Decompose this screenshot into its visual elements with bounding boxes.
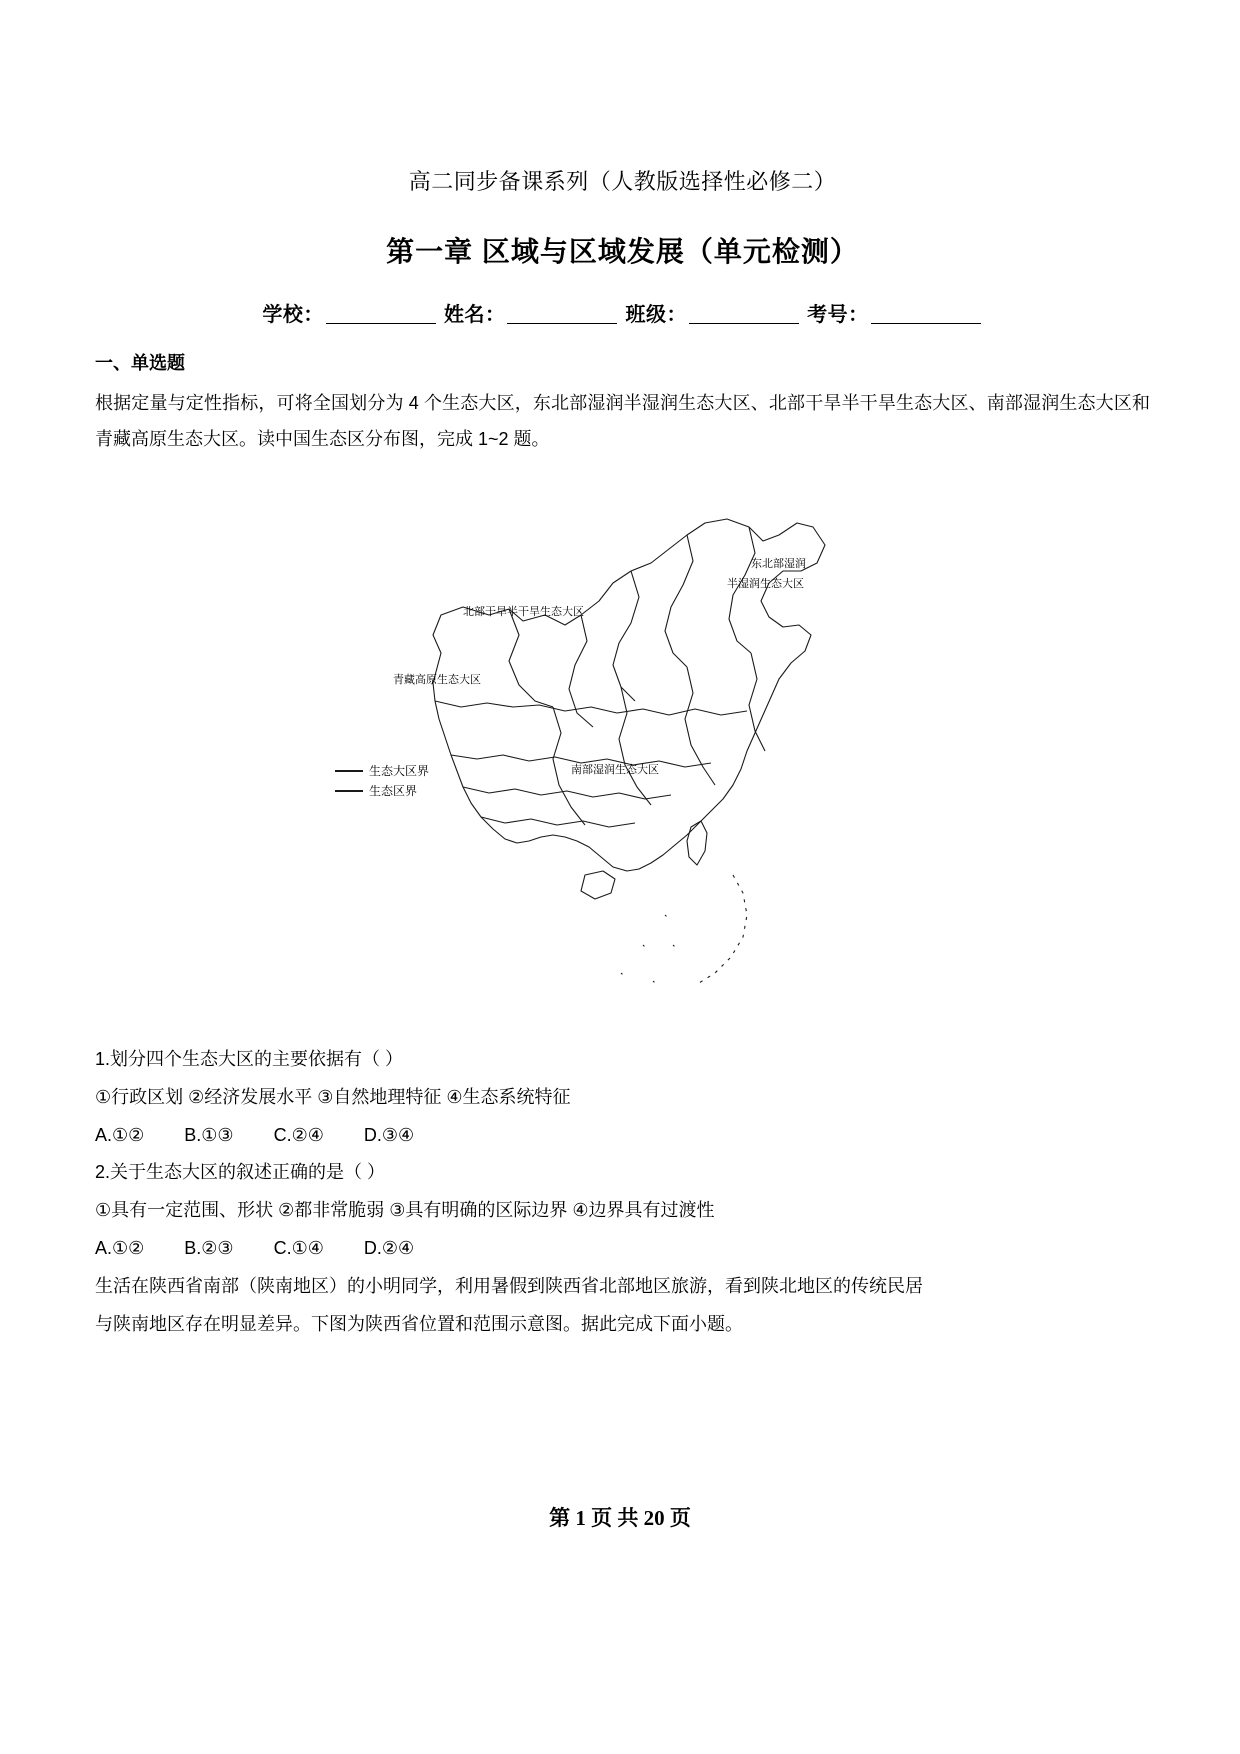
page-title: 第一章 区域与区域发展（单元检测） [386,236,859,267]
map-legend [335,763,429,798]
name-label: 姓名： [443,304,506,326]
school-blank[interactable] [326,303,436,324]
china-eco-region-map [313,475,933,1015]
class-blank[interactable] [689,303,799,324]
name-blank[interactable] [507,303,617,324]
map-label-northeast-2: 半湿润生态大区 [726,578,804,590]
map-figure [95,475,1150,1015]
legend-item-eco-major-boundary: 生态大区界 [368,764,429,778]
student-info-line [95,298,1150,327]
school-label: 学校： [262,304,324,326]
question-1-options[interactable]: A.①② B.①③ C.②④ D.③④ [95,1124,415,1145]
page-footer: 第 1 页 共 20 页 [549,1506,691,1530]
map-label-northeast-1: 东北部湿润 [750,558,806,570]
closing-paragraph-line-2: 与陕南地区存在明显差异。下图为陕西省位置和范围示意图。据此完成下面小题。 [95,1313,743,1334]
exam-no-label: 考号： [807,304,869,326]
legend-item-eco-boundary: 生态区界 [368,784,417,798]
map-label-north-arid: 北部干旱半干旱生态大区 [462,606,584,618]
page-content [95,165,1150,1343]
series-line: 高二同步备课系列（人教版选择性必修二） [408,169,837,194]
question-1-items: ①行政区划 ②经济发展水平 ③自然地理特征 ④生态系统特征 [95,1086,571,1107]
map-label-qinghai-tibet: 青藏高原生态大区 [392,674,481,686]
question-2-items: ①具有一定范围、形状 ②都非常脆弱 ③具有明确的区际边界 ④边界具有过渡性 [95,1200,715,1221]
closing-paragraph-line-1: 生活在陕西省南部（陕南地区）的小明同学，利用暑假到陕西省北部地区旅游，看到陕北地区的传统民居 [95,1275,923,1296]
question-1-stem: 1.划分四个生态大区的主要依据有（ ） [95,1049,404,1069]
intro-paragraph: 根据定量与定性指标，可将全国划分为 4 个生态大区，东北部湿润半湿润生态大区、北部干旱半干旱生态大区、南部湿润生态大区和青藏高原生态大区。读中国生态区分布图，完成 1~2 题。 [95,393,1150,449]
question-2-options[interactable]: A.①② B.②③ C.①④ D.②④ [95,1237,415,1258]
class-label: 班级： [625,304,688,326]
section-heading: 一、单选题 [95,353,185,373]
map-label-south-humid: 南部湿润生态大区 [570,764,659,776]
exam-no-blank[interactable] [871,303,981,324]
question-2-stem: 2.关于生态大区的叙述正确的是（ ） [95,1162,386,1183]
question-list [95,1041,1150,1343]
